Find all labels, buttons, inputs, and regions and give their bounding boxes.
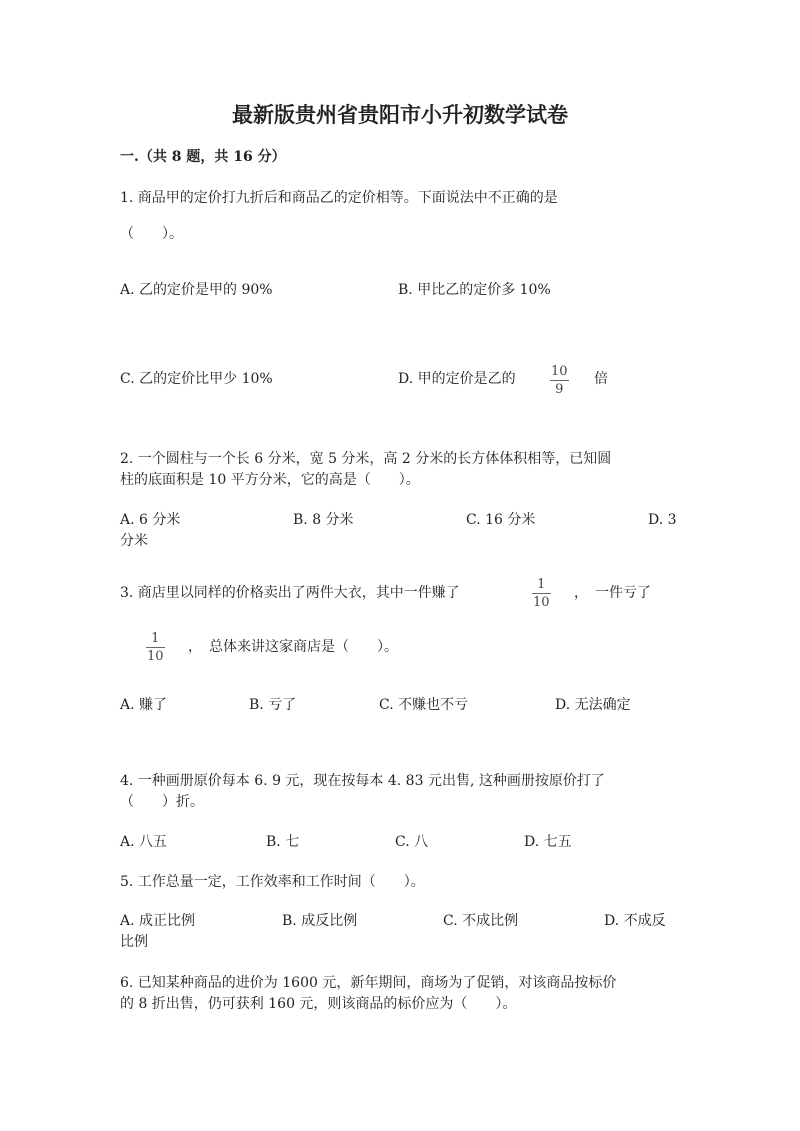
question-4-stem-line1: 4. 一种画册原价每本 6. 9 元，现在按每本 4. 83 元出售, 这种画册按原价打了 [120,773,605,789]
fraction-numerator: 10 [551,364,568,379]
question-4-stem-line2: （ ）折。 [120,794,204,810]
question-3-option-b: B. 亏了 [249,697,297,713]
question-5-option-c: C. 不成比例 [443,913,519,929]
fraction-numerator: 1 [537,577,546,592]
fraction-denominator: 10 [533,595,550,610]
question-2-option-a: A. 6 分米 [120,512,181,528]
fraction-bar [532,593,551,594]
question-3-fraction-1 [532,578,551,610]
question-2-option-c: C. 16 分米 [466,512,536,528]
question-2-option-d: D. 3 [648,512,677,528]
question-2-option-d-cont: 分米 [120,533,148,549]
question-3-stem-part2: ， 一件亏了 [574,585,651,601]
question-2-option-b: B. 8 分米 [293,512,354,528]
question-1-option-a: A. 乙的定价是甲的 90% [120,282,273,298]
question-4-option-b: B. 七 [266,834,300,850]
section-heading: 一.（共 8 题，共 16 分） [120,149,286,165]
question-5-stem: 5. 工作总量一定，工作效率和工作时间（ ）。 [120,874,425,890]
question-3-option-c: C. 不赚也不亏 [379,697,469,713]
question-6-stem-line2: 的 8 折出售，仍可获利 160 元，则该商品的标价应为（ ）。 [120,996,517,1012]
question-2-stem-line2: 柱的底面积是 10 平方分米，它的高是（ ）。 [120,472,420,488]
question-3-option-d: D. 无法确定 [555,697,631,713]
question-3-stem-part1: 3. 商店里以同样的价格卖出了两件大衣，其中一件赚了 [120,585,460,601]
question-4-option-c: C. 八 [395,834,429,850]
fraction-bar [550,380,569,381]
fraction-bar [146,647,165,648]
question-3-option-a: A. 赚了 [120,697,168,713]
question-4-option-d: D. 七五 [524,834,572,850]
question-5-option-a: A. 成正比例 [120,913,196,929]
fraction-denominator: 10 [147,649,164,664]
question-3-stem-part3: ， 总体来讲这家商店是（ ）。 [188,639,398,655]
question-1-blank: （ ）。 [120,226,183,242]
question-1-option-d-suffix: 倍 [594,371,608,387]
question-1-option-d: D. 甲的定价是乙的 [398,371,516,387]
question-4-option-a: A. 八五 [120,834,168,850]
question-5-option-d: D. 不成反 [604,913,666,929]
question-1-stem: 1. 商品甲的定价打九折后和商品乙的定价相等。下面说法中不正确的是 [120,190,558,206]
fraction-denominator: 9 [555,382,564,397]
question-6-stem-line1: 6. 已知某种商品的进价为 1600 元，新年期间，商场为了促销，对该商品按标价 [120,975,617,991]
question-2-stem-line1: 2. 一个圆柱与一个长 6 分米，宽 5 分米，高 2 分米的长方体体积相等，已知圆 [120,451,612,467]
page-title: 最新版贵州省贵阳市小升初数学试卷 [232,102,568,127]
question-1-option-b: B. 甲比乙的定价多 10% [398,282,551,298]
question-5-option-b: B. 成反比例 [282,913,358,929]
question-1-option-c: C. 乙的定价比甲少 10% [120,371,273,387]
question-3-fraction-2 [146,632,165,664]
question-1-fraction [550,365,569,397]
question-5-option-d-cont: 比例 [120,934,148,950]
fraction-numerator: 1 [151,631,160,646]
